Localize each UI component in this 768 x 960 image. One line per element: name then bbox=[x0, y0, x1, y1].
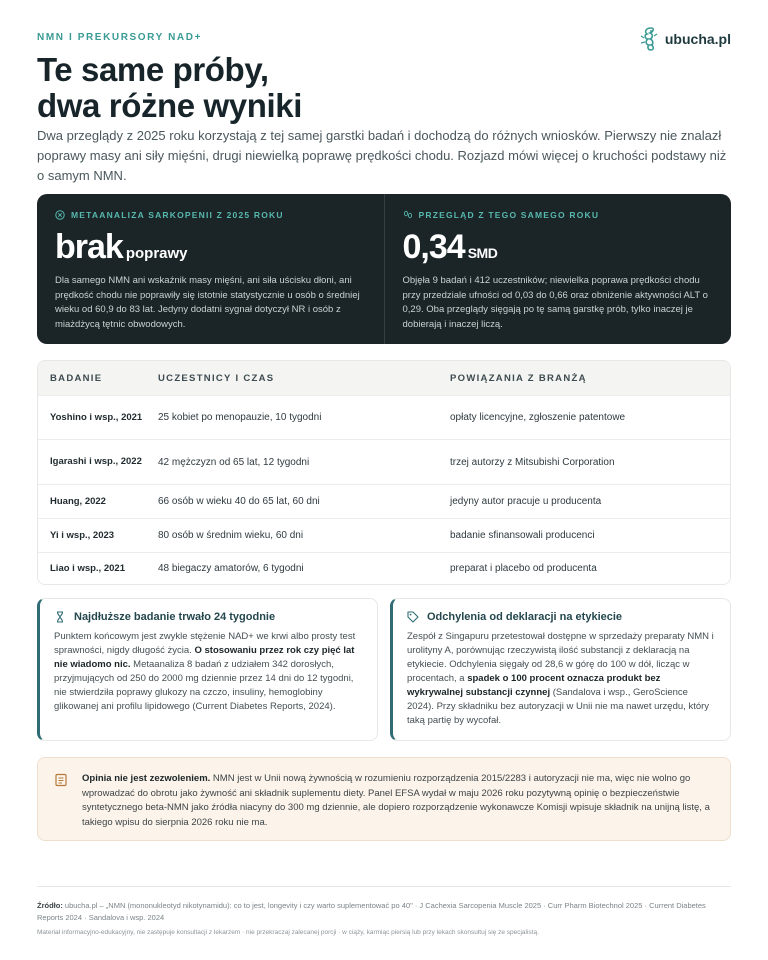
note-body: NMN jest w Unii nową żywnością w rozumieniu rozporządzenia 2015/2283 i autoryzacji nie ma, więc nie wolno go wprowadzać do obrotu jako żywność ani składnik suplementu diety. Panel EFSA wydał w maju 2026 roku pozytywną opinię o bezpieczeństwie syntetycznego beta-NMN jako źródła niacyny do 300 mg dziennie, ale dopiero rozporządzenie wykonawcze Komisji wpisuje składnik na unijną listę, a takiego wpisu do sierpnia 2026 roku nie ma. bbox=[82, 773, 710, 828]
highlight-label-wrap bbox=[55, 210, 366, 220]
card-text bbox=[407, 630, 716, 728]
card-label-deviations bbox=[390, 598, 731, 741]
cell-industry: badanie sfinansowali producenci bbox=[450, 530, 595, 541]
highlight-value: 0,34 bbox=[402, 228, 465, 266]
cell-study: Igarashi i wsp., 2022 bbox=[50, 456, 142, 467]
tag-icon bbox=[407, 611, 419, 623]
table-row bbox=[38, 395, 730, 439]
highlight-text: Dla samego NMN ani wskaźnik masy mięśni, ani siła uścisku dłoni, ani prędkość chodu nie poprawiły się istotnie statystycznie u osób o średniej wieku od 60,9 do 83 lat. Jedyny dodatni sygnał dotyczył NR i osób z miażdżycą tętnic obwodowych. bbox=[55, 275, 360, 330]
table-row bbox=[38, 484, 730, 518]
column-header-participants: UCZESTNICY I CZAS bbox=[158, 372, 275, 384]
card-text-part: Metaanaliza 8 badań z udziałem 342 dorosłych, przyjmujących od 250 do 2000 mg dziennie przez 14 dni do 12 tygodni, nie stwierdziła poprawy glukozy na czczo, insuliny, hemoglobiny glikowanej ani profilu lipidowego (Current Diabetes Reports, 2024). bbox=[54, 659, 354, 712]
highlight-panel bbox=[37, 194, 731, 344]
highlight-label-wrap bbox=[403, 210, 714, 220]
footer-disclaimer: Materiał informacyjno-edukacyjny, nie zastępuje konsultacji z lekarzem · nie przekraczaj zalecanej porcji · w ciąży, karmiąc piersią lub przy lekach skonsultuj się ze specjalistą. bbox=[37, 929, 539, 936]
cell-study: Liao i wsp., 2021 bbox=[50, 562, 125, 574]
card-text-emphasis: O stosowaniu przez rok czy pięć lat nie wiadomo nic. bbox=[54, 645, 355, 670]
x-circle-icon bbox=[55, 210, 65, 220]
cell-participants: 48 biegaczy amatorów, 6 tygodni bbox=[158, 563, 304, 574]
note-lead: Opinia nie jest zezwoleniem. bbox=[82, 773, 211, 784]
regulatory-note bbox=[37, 757, 731, 841]
card-text-emphasis: spadek o 100 procent oznacza produkt bez wykrywalnej substancji czynnej bbox=[407, 673, 661, 698]
table-row bbox=[38, 439, 730, 484]
cell-industry: preparat i placebo od producenta bbox=[450, 563, 597, 574]
logo-text: ubucha.pl bbox=[664, 31, 731, 47]
card-text-part: Punktem końcowym jest zwykle stężenie NAD+ we krwi albo prosty test sprawności, nigdy długość życia. bbox=[54, 631, 356, 656]
card-text-part: Zespół z Singapuru przetestował dostępne w sprzedaży preparaty NMN i urolityny A, porównując rzeczywistą ilość substancji z deklaracją na etykiecie. Odchylenia sięgały od 28,6 w górę do 100 w dół, licząc w procentach, a bbox=[407, 631, 714, 684]
highlight-value-wrap bbox=[403, 228, 714, 266]
lead-paragraph: Dwa przeglądy z 2025 roku korzystają z tej samej garstki badań i dochodzą do różnych wniosków. Pierwszy nie znalazł poprawy masy ani siły mięśni, drugi niewielką poprawę prędkości chodu. Rozjazd mówi więcej o kruchości podstawy niż o samym NMN. bbox=[37, 128, 727, 183]
table-header-row bbox=[38, 361, 730, 395]
card-text-part: (Sandalova i wsp., GeroScience 2024). Przy składniku bez autoryzacji w Unii nie ma nawet urzędu, który taką partię by wycofał. bbox=[407, 687, 710, 726]
highlight-value-wrap bbox=[55, 228, 366, 266]
cell-industry: trzej autorzy z Mitsubishi Corporation bbox=[450, 456, 615, 468]
cell-study: Yi i wsp., 2023 bbox=[50, 529, 115, 541]
logo[interactable] bbox=[639, 26, 731, 52]
card-title: Odchylenia od deklaracji na etykiecie bbox=[427, 611, 623, 623]
highlight-text: Objęła 9 badań i 412 uczestników; niewielka poprawa prędkości chodu przy przedziale ufności od 0,03 do 0,66 oraz obniżenie aktywności ALT o 0,29. Oba przeglądy sięgają po tę samą garstkę prób, tylko inaczej je dobierają i inaczej liczą. bbox=[402, 275, 708, 330]
highlight-value: brak bbox=[55, 228, 123, 266]
highlight-label: METAANALIZA SARKOPENII Z 2025 ROKU bbox=[71, 210, 284, 220]
footer-divider bbox=[37, 886, 731, 887]
card-text bbox=[54, 630, 363, 714]
table-row bbox=[38, 552, 730, 584]
title-line-1: Te same próby, bbox=[37, 51, 269, 88]
highlight-unit: SMD bbox=[467, 245, 498, 261]
cell-study: Huang, 2022 bbox=[50, 495, 106, 507]
highlight-meta-analysis bbox=[37, 194, 384, 344]
cell-participants: 42 mężczyzn od 65 lat, 12 tygodni bbox=[158, 456, 310, 468]
footer-sources bbox=[37, 900, 731, 924]
column-header-study: BADANIE bbox=[50, 372, 103, 384]
hourglass-icon bbox=[54, 611, 66, 623]
column-header-industry: POWIĄZANIA Z BRANŻĄ bbox=[450, 372, 587, 384]
seahorse-logo-icon bbox=[639, 26, 659, 52]
studies-table bbox=[37, 360, 731, 585]
note-text bbox=[82, 772, 714, 830]
highlight-review bbox=[384, 194, 732, 344]
page-title bbox=[37, 52, 302, 124]
cell-participants: 80 osób w średnim wieku, 60 dni bbox=[158, 530, 304, 541]
card-title: Najdłuższe badanie trwało 24 tygodnie bbox=[74, 611, 276, 623]
kicker: NMN I PREKURSORY NAD+ bbox=[37, 32, 203, 43]
title-line-2: dwa różne wyniki bbox=[37, 87, 302, 124]
table-row bbox=[38, 518, 730, 552]
card-longest-study bbox=[37, 598, 378, 741]
card-heading bbox=[54, 611, 363, 623]
card-heading bbox=[407, 611, 716, 623]
cell-participants: 25 kobiet po menopauzie, 10 tygodni bbox=[158, 412, 322, 423]
sources-label: Źródło: bbox=[37, 901, 63, 910]
cell-study: Yoshino i wsp., 2021 bbox=[50, 411, 143, 423]
document-icon bbox=[54, 773, 68, 787]
cell-industry: opłaty licencyjne, zgłoszenie patentowe bbox=[450, 412, 626, 423]
highlight-label: PRZEGLĄD Z TEGO SAMEGO ROKU bbox=[418, 210, 600, 220]
cell-participants: 66 osób w wieku 40 do 65 lat, 60 dni bbox=[158, 496, 320, 507]
sources-text: ubucha.pl – „NMN (mononukleotyd nikotynamidu): co to jest, longevity i czy warto suplementować po 40" · J Cachexia Sarcopenia Muscle 2025 · Curr Pharm Biotechnol 2025 · Current Diabetes Reports 2024 · Sandalova i wsp. 2024 bbox=[37, 901, 706, 922]
footsteps-icon bbox=[403, 210, 413, 220]
cell-industry: jedyny autor pracuje u producenta bbox=[450, 496, 602, 507]
highlight-unit: poprawy bbox=[125, 245, 188, 262]
